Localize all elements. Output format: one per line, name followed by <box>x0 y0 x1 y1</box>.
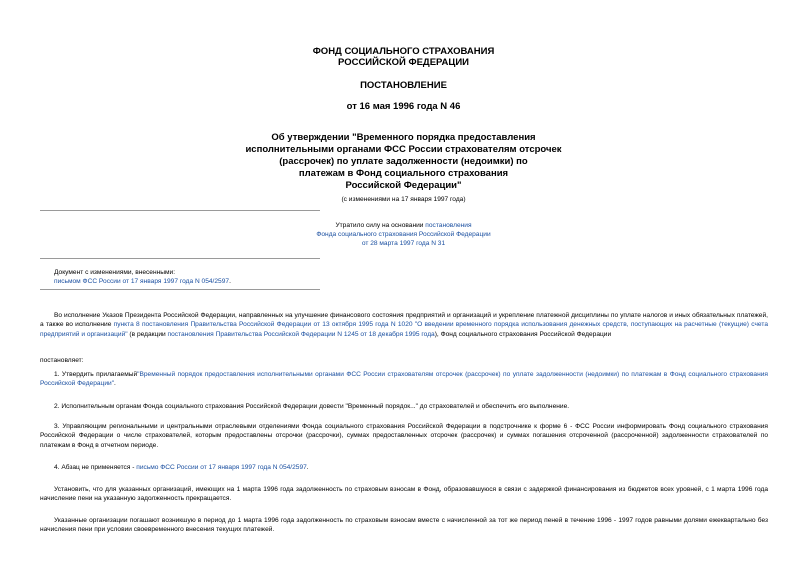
repeal-prefix: Утратило силу на основании <box>335 222 426 229</box>
paragraph-1-text: 1. Утвердить прилагаемый <box>54 371 138 378</box>
decree-1245-link[interactable]: постановления Правительства Российской Федерации N 1245 от 18 декабря 1995 года <box>167 330 435 338</box>
amendments-suffix: . <box>229 278 231 285</box>
amendments-note <box>54 268 454 286</box>
title-line: платежам в Фонд социального страхования <box>298 168 509 179</box>
paragraph-5: Установить, что для указанных организаций, имеющих на 1 марта 1996 года задолженность по страховым взносам в Фонд, образовавшуюся в связи с задержкой финансирования из бюджетов всех уровней, с 1 марта 1996 года начисление пени на указанную задолженность прекращается. <box>40 486 768 503</box>
paragraph-1 <box>40 370 768 389</box>
paragraph-4-end: . <box>306 464 309 471</box>
title-line: Российской Федерации" <box>345 180 462 191</box>
decree-1020-link[interactable]: пункта 8 постановления Правительства Российской Федерации от 13 октября 1995 года N 1020 "О введении временного порядка использования денежных средств, поступающих на расчетные (текущие) счета предприятий и организаций" <box>40 321 768 338</box>
document-date: от 16 мая 1996 года N 46 <box>346 101 461 112</box>
title-line: (рассрочек) по уплате задолженности (недоимки) по <box>279 156 528 167</box>
org-name-line2: РОССИЙСКОЙ ФЕДЕРАЦИИ <box>337 57 469 68</box>
repeal-note <box>230 221 577 248</box>
paragraph-4 <box>40 463 768 472</box>
repeal-link[interactable]: Фонда социального страхования Российской Федерации <box>316 231 491 238</box>
separator-line <box>40 289 320 290</box>
decree-word: постановляет: <box>40 357 84 364</box>
separator-line <box>40 258 320 259</box>
org-name-line1: ФОНД СОЦИАЛЬНОГО СТРАХОВАНИЯ <box>312 46 495 57</box>
amendments-label: Документ с изменениями, внесенными: <box>54 269 176 276</box>
document-type: ПОСТАНОВЛЕНИЕ <box>360 80 447 91</box>
paragraph-4-text: 4. Абзац не применяется - <box>54 464 137 471</box>
preamble-text: (в редакции <box>127 330 168 338</box>
changes-note: (с изменениями на 17 января 1997 года) <box>341 196 466 203</box>
repeal-link[interactable]: постановления <box>425 222 472 229</box>
preamble-text: Во исполнение Указов Президента Российской Федерации, направленных на улучшение финансового состояния предприятий и организаций и укрепление платежной дисциплины по уплате налогов и иных обязательных платежей, а также во исполнение <box>40 312 768 329</box>
paragraph-3: 3. Управляющим региональными и центральными отраслевыми отделениями Фонда социального страхования Российской Федерации в подстрочнике к форме 6 - ФСС России информировать Фонд социального страхования Российской Федерации о числе страхователей, которым предоставлены отсрочки (рассрочки), суммах предоставленных отсрочек (рассрочек) и суммах погашения отсроченной (рассроченной) задолженности страхователей по платежам в Фонд в отчетном периоде. <box>40 423 768 449</box>
preamble-text: ), Фонд социального страхования Российской Федерации <box>434 330 612 338</box>
paragraph-2: 2. Исполнительным органам Фонда социального страхования Российской Федерации довести "Временный порядок..." до страхователей и обеспечить его выполнение. <box>54 403 570 410</box>
title-line: Об утверждении "Временного порядка предоставления <box>271 132 536 143</box>
paragraph-1-end: . <box>114 380 116 388</box>
paragraph-6: Указанные организации погашают возникшую в период до 1 марта 1996 года задолженность по страховым взносам вместе с начисленной за тот же период пеней в течение 1996 - 1997 годов равными долями ежеквартально без начисления пени при условии своевременного внесения текущих платежей. <box>40 517 768 534</box>
letter-054-2597-link[interactable]: письмо ФСС России от 17 января 1997 года N 054/2597 <box>136 464 307 471</box>
repeal-link[interactable]: от 28 марта 1997 года N 31 <box>361 240 446 247</box>
title-line: исполнительными органами ФСС России страхователям отсрочек <box>245 144 562 155</box>
temporary-order-link[interactable]: "Временный порядок предоставления исполнительными органами ФСС России страхователям отсрочек (рассрочек) по уплате задолженности (недоимки) по платежам в Фонд социального страхования Российской Федерации" <box>40 371 768 388</box>
amendments-link[interactable]: письмом ФСС России от 17 января 1997 года N 054/2597 <box>54 278 230 285</box>
separator-line <box>40 210 320 211</box>
paragraph-preamble <box>40 311 768 339</box>
